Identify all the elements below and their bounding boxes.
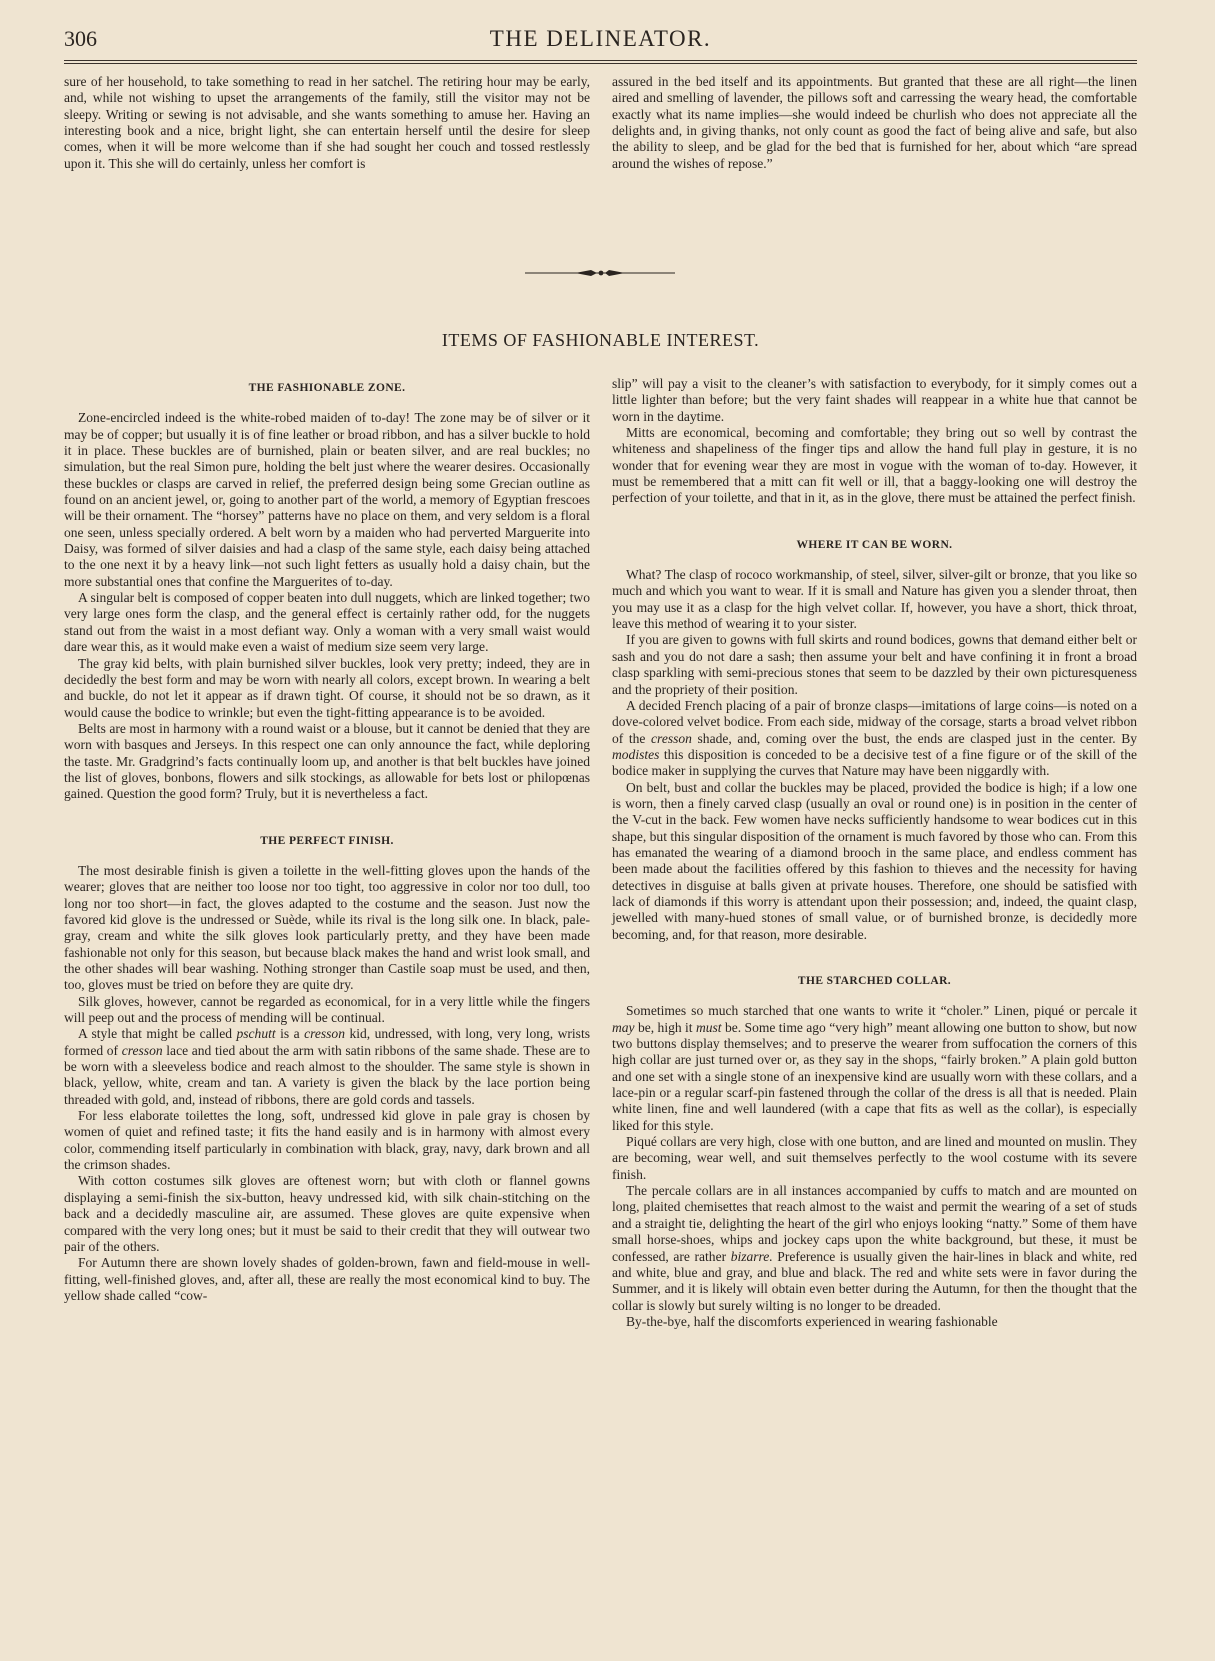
paragraph: If you are given to gowns with full skirts and round bodices, gowns that demand either belt or sash and you do not dare a sash; then assume your belt and have confining it in front a broad clasp sparkling with semi-precious stones that seem to be dazzled by their own picturesqueness and the propriety of their position. bbox=[612, 632, 1137, 697]
paragraph: A decided French placing of a pair of bronze clasps—imitations of large coins—is noted on a dove-colored velvet bodice. From each side, midway of the corsage, starts a broad velvet ribbon of the cresson shade, and, coming over the bust, the ends are clasped just in the center. By modistes this disposition is conceded to be a decisive test of a fine figure or of the skill of the bodice maker in supplying the curves that Nature may have been niggardly with. bbox=[612, 697, 1138, 779]
paragraph: With cotton costumes silk gloves are oftenest worn; but with cloth or flannel gowns displaying a semi-finish the six-button, heavy undressed kid, with silk chain-stitching on the back and a decidedly masculine air, are assumed. These gloves are quite expensive when compared with the very long ones; but it must be said to their credit that they will outwear two pair of the others. bbox=[64, 1173, 590, 1254]
paragraph: A singular belt is composed of copper beaten into dull nuggets, which are linked together; two very large ones form the clasp, and the general effect is certainly rather odd, for the nuggets stand out from the waist in a most defiant way. Only a woman with a very small waist would dare wear this, as it would make even a waist of medium size seem very large. bbox=[64, 590, 590, 655]
header-rule bbox=[64, 60, 1137, 61]
paragraph: A style that might be called pschutt is a cresson kid, undressed, with long, very long, wrists formed of cresson lace and tied about the arm with satin ribbons of the same shade. These are to be worn with a sleeveless bodice and reach almost to the shoulder. The same style is shown in black, yellow, white, cream and tan. A variety is given the black by the lace portion being threaded with gold, and, instead of ribbons, there are gold cords and tassels. bbox=[64, 1026, 590, 1107]
section-divider-ornament bbox=[525, 266, 675, 280]
paragraph: Sometimes so much starched that one wants to write it “choler.” Linen, piqué or percale it may be, high it must be. Some time ago “very high” meant allowing one button to show, but now two buttons display themselves; and to preserve the wearer from suffocation the corners of this high collar are just turned over or, as they say in the shops, “fairly broken.” A plain gold button and one set with a single stone of an inexpensive kind are usually worn with these collars, and a lace-pin or a regular scarf-pin fastened through the collar of the dress is all that is needed. Plain white linen, fine and well laundered (with a cape that fits as well as the collar), is especially liked for this style. bbox=[612, 1003, 1137, 1133]
paragraph: slip” will pay a visit to the cleaner’s with satisfaction to everybody, for it simply comes out a little lighter than before; but the very faint shades will reappear in a white hue that cannot be worn in the daytime. bbox=[612, 376, 1137, 424]
italic-term: cresson bbox=[651, 730, 692, 746]
italic-term: pschutt bbox=[236, 1026, 276, 1042]
italic-term: cresson bbox=[304, 1026, 345, 1042]
page-header bbox=[64, 26, 1137, 60]
section-title: ITEMS OF FASHIONABLE INTEREST. bbox=[441, 330, 760, 350]
left-column bbox=[64, 380, 590, 1304]
paragraph: On belt, bust and collar the buckles may be placed, provided the bodice is high; if a low one is worn, then a finely carved clasp (usually an oval or round one) is in position in the center of the V-cut in the back. Few women have necks sufficiently handsome to wear bodices cut in this shape, but this singular disposition of the ornament is much favored by those who can. From this has emanated the wearing of a diamond brooch in the same place, and endless comment has been made about the facilities offered by this fashion to thieves and the necessity for having detectives in disguise at balls given at private houses. Therefore, one should be satisfied with lack of diamonds if this worry is attendant upon their possession; and, indeed, the quaint clasp, jewelled with many-hued stones of small value, or of burnished bronze, is decidedly more becoming, and, for that reason, more desirable. bbox=[612, 779, 1137, 942]
italic-term: bizarre. bbox=[730, 1248, 773, 1264]
paragraph: The percale collars are in all instances accompanied by cuffs to match and are mounted on long, plaited chemisettes that reach almost to the waist and permit the wearing of a set of studs and a straight tie, delighting the heart of the girl who enjoys looking “natty.” Some of them have small horse-shoes, whips and jockey caps upon the white background, but these, it must be confessed, are rather bizarre. Preference is usually given the hair-lines in black and white, red and white, blue and gray, and blue and black. The red and white sets were in favor during the Summer, and it is likely will obtain even better during the Autumn, for then the thought that the collar is slowly but surely wilting is no longer to be dreaded. bbox=[612, 1183, 1137, 1313]
subheading-starched-collar: THE STARCHED COLLAR. bbox=[797, 975, 952, 987]
top-right-column bbox=[612, 74, 1137, 214]
italic-term: cresson bbox=[121, 1042, 163, 1058]
paragraph: sure of her household, to take something to read in her satchel. The retiring hour may be early, and, while not wishing to upset the arrangements of the family, still the visitor may not be sleepy. Writing or sewing is not advisable, and she wants something to amuse her. Having an interesting book and a nice, bright light, she can entertain herself until the desire for sleep comes, when it will be more welcome than if she had sought her couch and tossed restlessly upon it. This she will do certainly, unless her comfort is bbox=[64, 74, 590, 171]
paragraph: assured in the bed itself and its appointments. But granted that these are all right—the linen aired and smelling of lavender, the pillows soft and carressing the weary head, the comfortable exactly what its name implies—she would indeed be churlish who does not appreciate all the delights and, in giving thanks, not only count as good the fact of being alive and safe, but also the ability to sleep, and be glad for the bed that is furnished for her, about which “are spread around the wishes of repose.” bbox=[612, 74, 1137, 171]
italic-term: must bbox=[695, 1019, 722, 1035]
top-left-column bbox=[64, 74, 590, 214]
paragraph: Silk gloves, however, cannot be regarded as economical, for in a very little while the fingers will peep out and the process of mending will be continual. bbox=[64, 993, 590, 1026]
page-number: 306 bbox=[64, 26, 97, 51]
header-rule-thin bbox=[64, 63, 1137, 64]
paragraph: Zone-encircled indeed is the white-robed maiden of to-day! The zone may be of silver or it may be of copper; but usually it is of fine leather or broad ribbon, and has a silver buckle to hold it in place. These buckles are of burnished, plain or beaten silver, and are real buckles; no simulation, but the real Simon pure, holding the belt just where the wearer desires. Occasionally these buckles or clasps are carved in relief, the preferred design being some Grecian outline as found on an ancient jewel, or, going to another part of the world, a memory of Egyptian frescoes will be their ornament. The “horsey” patterns have no place on them, and very seldom is a floral one seen, unless specially ordered. A belt worn by a maiden who had perverted Marguerite into Daisy, was formed of silver daisies and had a clasp of the same style, each daisy being attached to the one next it by a heavy link—not such light fetters as usually hold a daisy chain, but the more substantial ones that confine the Marguerites of to-day. bbox=[64, 410, 590, 589]
paragraph: For less elaborate toilettes the long, soft, undressed kid glove in pale gray is chosen by women of quiet and refined taste; it fits the hand easily and is in harmony with almost every color, commending itself particularly in combination with black, gray, navy, dark brown and all the crimson shades. bbox=[64, 1108, 590, 1173]
paragraph: Piqué collars are very high, close with one button, and are lined and mounted on muslin. They are becoming, wear well, and suit themselves perfectly to the wool costume with its severe finish. bbox=[612, 1134, 1137, 1182]
paragraph: The gray kid belts, with plain burnished silver buckles, look very pretty; indeed, they are in decidedly the best form and may be worn with nearly all colors, except brown. In wearing a belt and buckle, do not let it appear as if drawn tight. Of course, it should not be so drawn, as it would cause the bodice to wrinkle; but even the tight-fitting appearance is to be avoided. bbox=[64, 655, 590, 720]
italic-term: modistes bbox=[612, 746, 660, 762]
subheading-fashionable-zone: THE FASHIONABLE ZONE. bbox=[248, 382, 406, 394]
right-column bbox=[612, 376, 1137, 1330]
paragraph: Mitts are economical, becoming and comfortable; they bring out so well by contrast the whiteness and shapeliness of the finger tips and allow the hand full play in gesture, it is no wonder that for evening wear they are most in vogue with the woman of to-day. However, it must be remembered that a mitt can fit well or ill, that a baggy-looking one will destroy the perfection of your toilette, and that in it, as in the glove, there must be attained the perfect finish. bbox=[612, 425, 1137, 506]
italic-term: may bbox=[612, 1019, 635, 1035]
paragraph: For Autumn there are shown lovely shades of golden-brown, fawn and field-mouse in well-fitting, well-finished gloves, and, after all, these are really the most economical kind to buy. The yellow shade called “cow- bbox=[64, 1255, 590, 1303]
subheading-perfect-finish: THE PERFECT FINISH. bbox=[260, 834, 394, 847]
paragraph: What? The clasp of rococo workmanship, of steel, silver, silver-gilt or bronze, that you like so much and which you want to wear. If it is small and Nature has given you a slender throat, then you may use it as a clasp for the high velvet collar. If, however, you have a short, thick throat, leave this method of wearing it to your sister. bbox=[612, 567, 1137, 632]
subheading-where-worn: WHERE IT CAN BE WORN. bbox=[796, 538, 953, 551]
paragraph: Belts are most in harmony with a round waist or a blouse, but it cannot be denied that they are worn with basques and Jerseys. In this respect one can only announce the fact, while deploring the taste. Mr. Gradgrind’s facts continually loom up, and another is that belt buckles have joined the list of gloves, bonbons, flowers and silk stockings, as allowable for bets lost or philopœnas gained. Question the good form? Truly, but it is nevertheless a fact. bbox=[64, 720, 590, 802]
paragraph: By-the-bye, half the discomforts experienced in wearing fashionable bbox=[626, 1313, 998, 1329]
paragraph: The most desirable finish is given a toilette in the well-fitting gloves upon the hands of the wearer; gloves that are neither too loose nor too tight, too aggressive in color nor too dull, too long nor too short—in fact, the gloves adapted to the costume and the season. Just now the favored kid glove is the undressed or Suède, while its rival is the long silk one. In black, pale-gray, cream and white the silk gloves look particularly pretty, and they have been made fashionable not only for this season, but because black makes the hand and wrist look small, and the other shades will bear washing. Nothing stronger than Castile soap must be used, and then, too, gloves must be tried on before they are quite dry. bbox=[64, 862, 590, 993]
running-title: THE DELINEATOR. bbox=[489, 26, 712, 51]
